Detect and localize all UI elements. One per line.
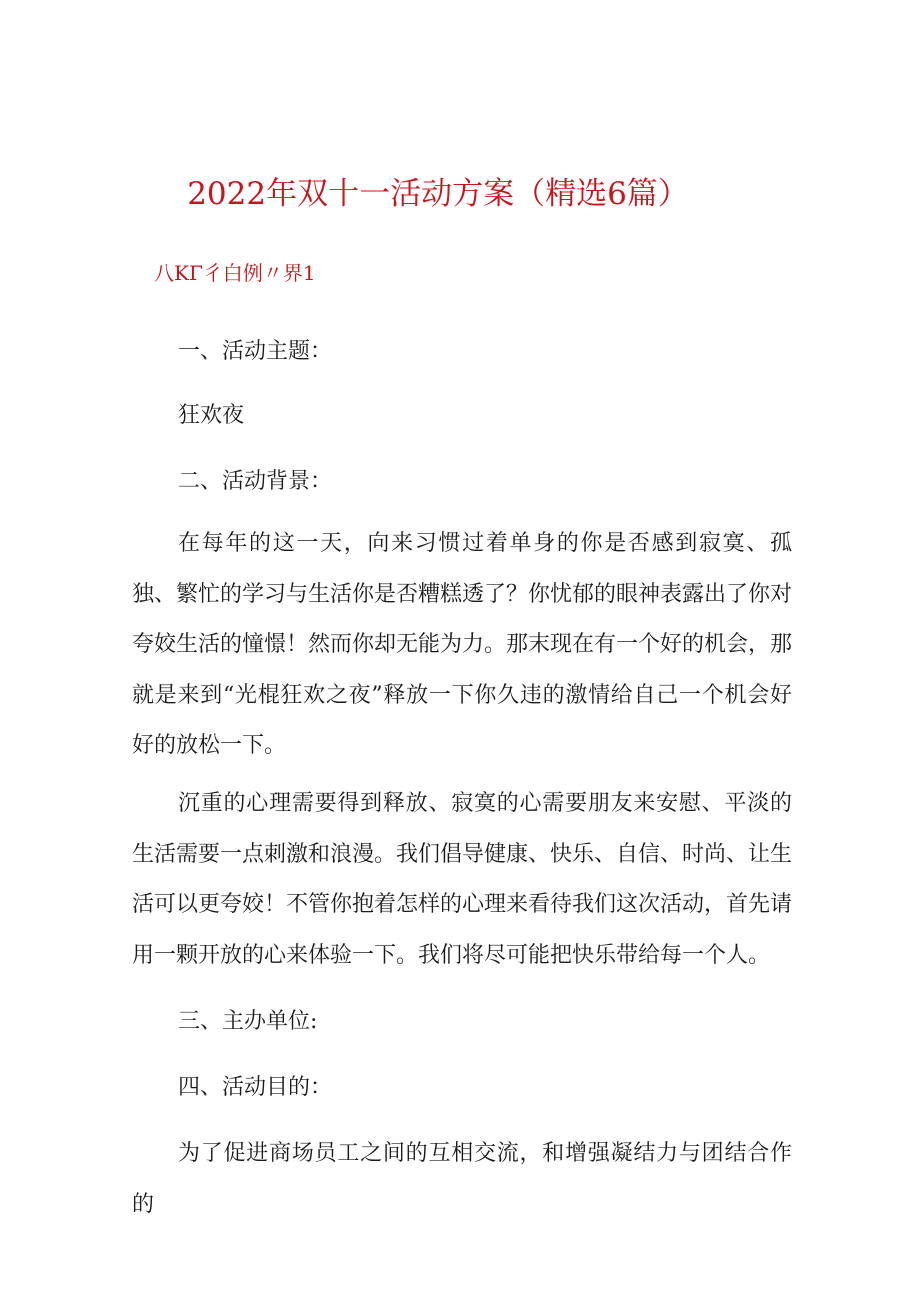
heading-activity-purpose: 四、活动目的： <box>178 1075 333 1100</box>
document-title: 2022年双十一活动方案（精选6篇） <box>187 176 689 212</box>
activity-theme-value: 狂欢夜 <box>178 403 245 428</box>
paragraph-background-1: 在每年的这一天，向来习惯过着单身的你是否感到寂寞、孤独、繁忙的学习与生活你是否糟糕透了？你忧郁的眼神表露出了你对夸姣生活的憧憬！然而你却无能为力。那末现在有一个好的机会，那就是来到“光棍狂欢之夜”释放一下你久违的激情给自己一个机会好好的放松一下。 <box>132 531 793 758</box>
paragraph-purpose: 为了促进商场员工之间的互相交流，和增强凝结力与团结合作的 <box>132 1141 792 1217</box>
document-subtitle: 八KΓ彳白例〃界1 <box>154 261 316 285</box>
heading-activity-theme: 一、活动主题： <box>178 339 333 364</box>
heading-activity-background: 二、活动背景： <box>178 469 333 494</box>
heading-organizer: 三、主办单位: <box>178 1009 318 1034</box>
paragraph-background-2: 沉重的心理需要得到释放、寂寞的心需要朋友来安慰、平淡的生活需要一点刺激和浪漫。我们倡导健康、快乐、自信、时尚、让生活可以更夸姣！不管你抱着怎样的心理来看待我们这次活动，首先请用一颗开放的心来体验一下。我们将尽可能把快乐带给每一个人。 <box>132 791 793 968</box>
